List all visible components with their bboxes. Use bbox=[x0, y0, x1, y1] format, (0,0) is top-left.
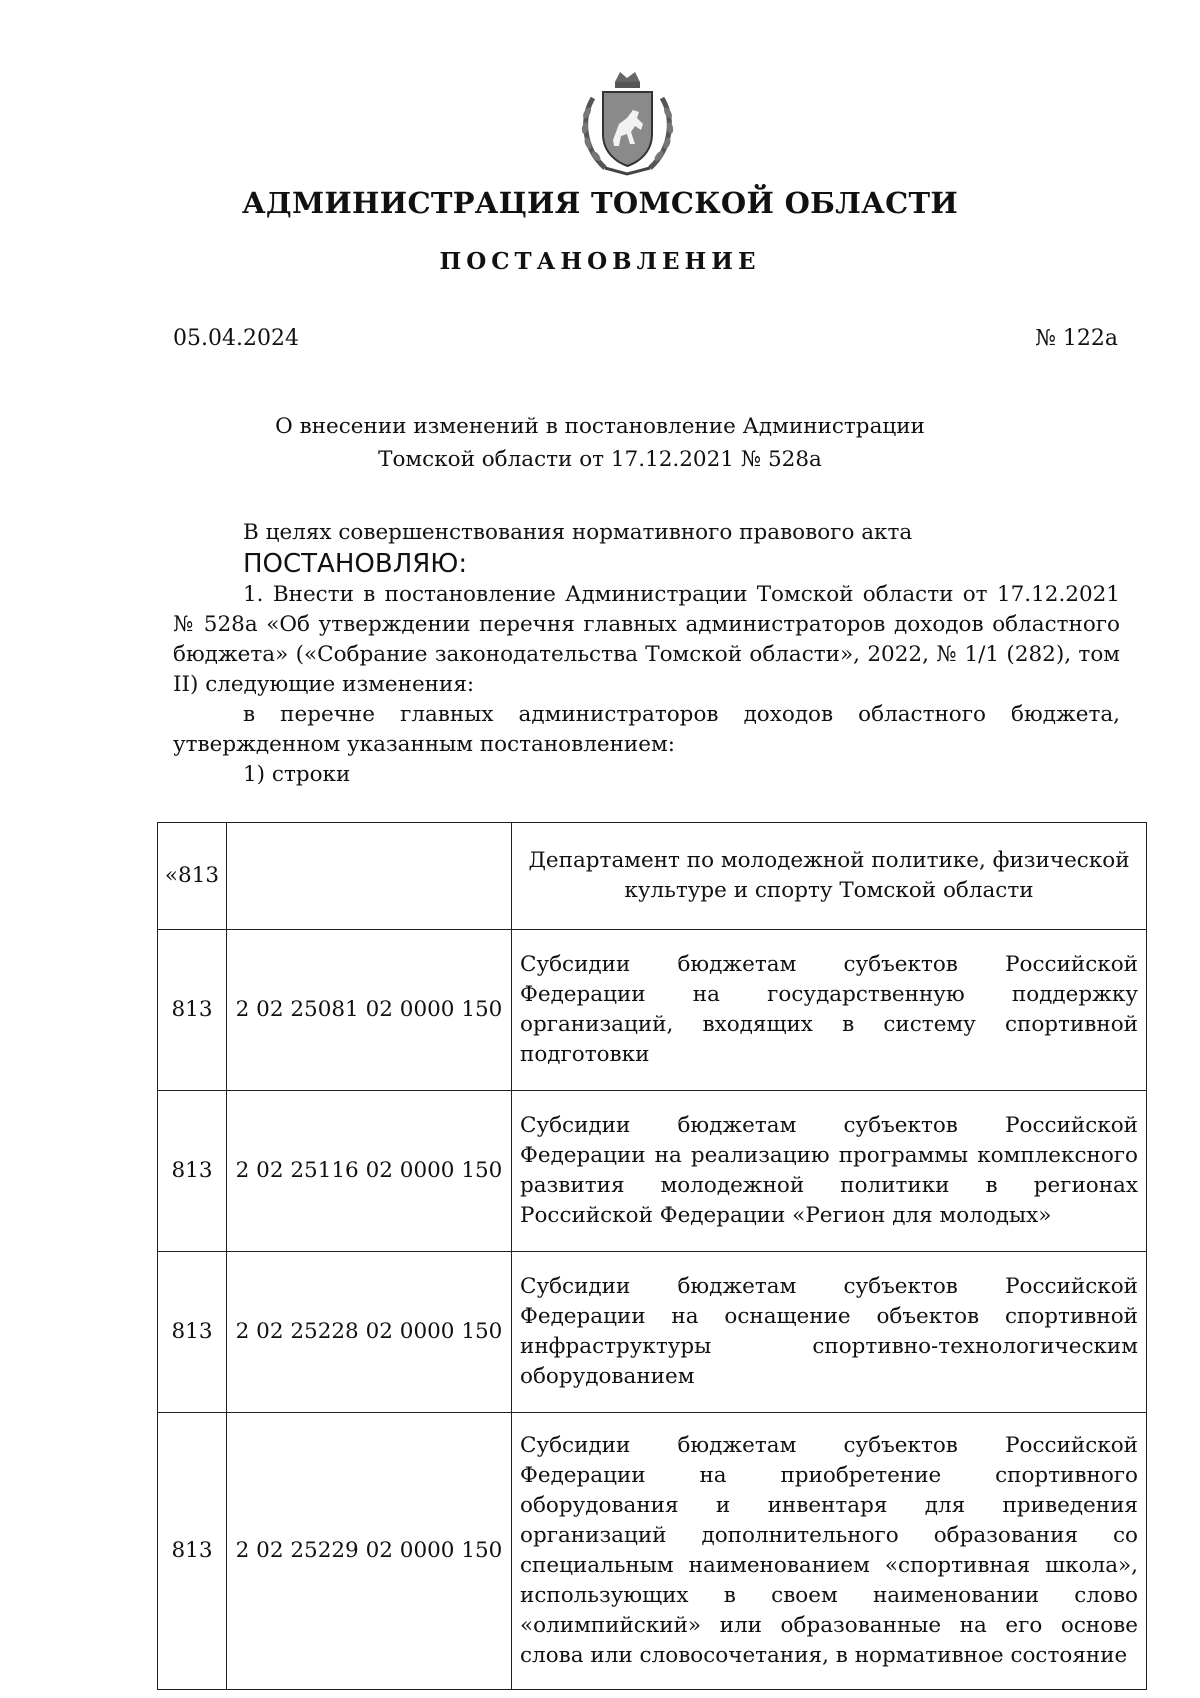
revenue-name-cell: Субсидии бюджетам субъектов Российской Федерации на реализацию программы комплексного развития молодежной политики в регионах Российской Федерации «Регион для молодых» bbox=[512, 1091, 1147, 1252]
subject-line-1: О внесении изменений в постановление Администрации bbox=[275, 414, 925, 439]
intro-paragraph: В целях совершенствования нормативного правового акта bbox=[243, 520, 913, 545]
admin-code-cell: «813 bbox=[158, 823, 227, 930]
item-1-list-paragraph: в перечне главных администраторов доходов областного бюджета, утвержденном указанным постановлением: bbox=[173, 702, 1120, 757]
revenue-code-cell: 2 02 25081 02 0000 150 bbox=[227, 930, 512, 1091]
revenue-name-cell: Департамент по молодежной политике, физической культуре и спорту Томской области bbox=[512, 823, 1147, 930]
table-row bbox=[158, 1252, 1147, 1413]
revenue-name-cell: Субсидии бюджетам субъектов Российской Федерации на приобретение спортивного оборудования и инвентаря для приведения организаций дополнительного образования со специальным наименованием «спортивная школа», использующих в своем наименовании слово «олимпийский» или образованные на его основе слова или словосочетания, в нормативное состояние bbox=[512, 1413, 1147, 1690]
document-subject bbox=[250, 410, 950, 476]
revenue-codes-table bbox=[157, 822, 1147, 1690]
document-type: ПОСТАНОВЛЕНИЕ bbox=[439, 248, 761, 275]
table-row bbox=[158, 1413, 1147, 1690]
revenue-name-cell: Субсидии бюджетам субъектов Российской Федерации на государственную поддержку организаций, входящих в систему спортивной подготовки bbox=[512, 930, 1147, 1091]
revenue-name-cell: Субсидии бюджетам субъектов Российской Федерации на оснащение объектов спортивной инфраструктуры спортивно-технологическим оборудованием bbox=[512, 1252, 1147, 1413]
document-date: 05.04.2024 bbox=[173, 326, 299, 351]
tomsk-coat-of-arms-icon bbox=[575, 68, 680, 178]
subitem-1: 1) строки bbox=[243, 762, 351, 787]
document-number: № 122а bbox=[1035, 326, 1118, 351]
table-row bbox=[158, 930, 1147, 1091]
admin-code-cell: 813 bbox=[158, 1252, 227, 1413]
admin-code-cell: 813 bbox=[158, 930, 227, 1091]
admin-code-cell: 813 bbox=[158, 1413, 227, 1690]
table-row bbox=[158, 1091, 1147, 1252]
organization-title: АДМИНИСТРАЦИЯ ТОМСКОЙ ОБЛАСТИ bbox=[241, 186, 959, 220]
resolve-heading: ПОСТАНОВЛЯЮ: bbox=[243, 549, 468, 579]
subject-line-2: Томской области от 17.12.2021 № 528а bbox=[378, 447, 822, 472]
table-row bbox=[158, 823, 1147, 930]
item-1-paragraph: 1. Внести в постановление Администрации Томской области от 17.12.2021 № 528а «Об утверждении перечня главных администраторов доходов областного бюджета» («Собрание законодательства Томской области», 2022, № 1/1 (282), том II) следующие изменения: bbox=[173, 582, 1120, 697]
admin-code-cell: 813 bbox=[158, 1091, 227, 1252]
revenue-code-cell: 2 02 25229 02 0000 150 bbox=[227, 1413, 512, 1690]
revenue-code-cell bbox=[227, 823, 512, 930]
revenue-code-cell: 2 02 25116 02 0000 150 bbox=[227, 1091, 512, 1252]
document-body bbox=[173, 518, 1120, 790]
revenue-code-cell: 2 02 25228 02 0000 150 bbox=[227, 1252, 512, 1413]
